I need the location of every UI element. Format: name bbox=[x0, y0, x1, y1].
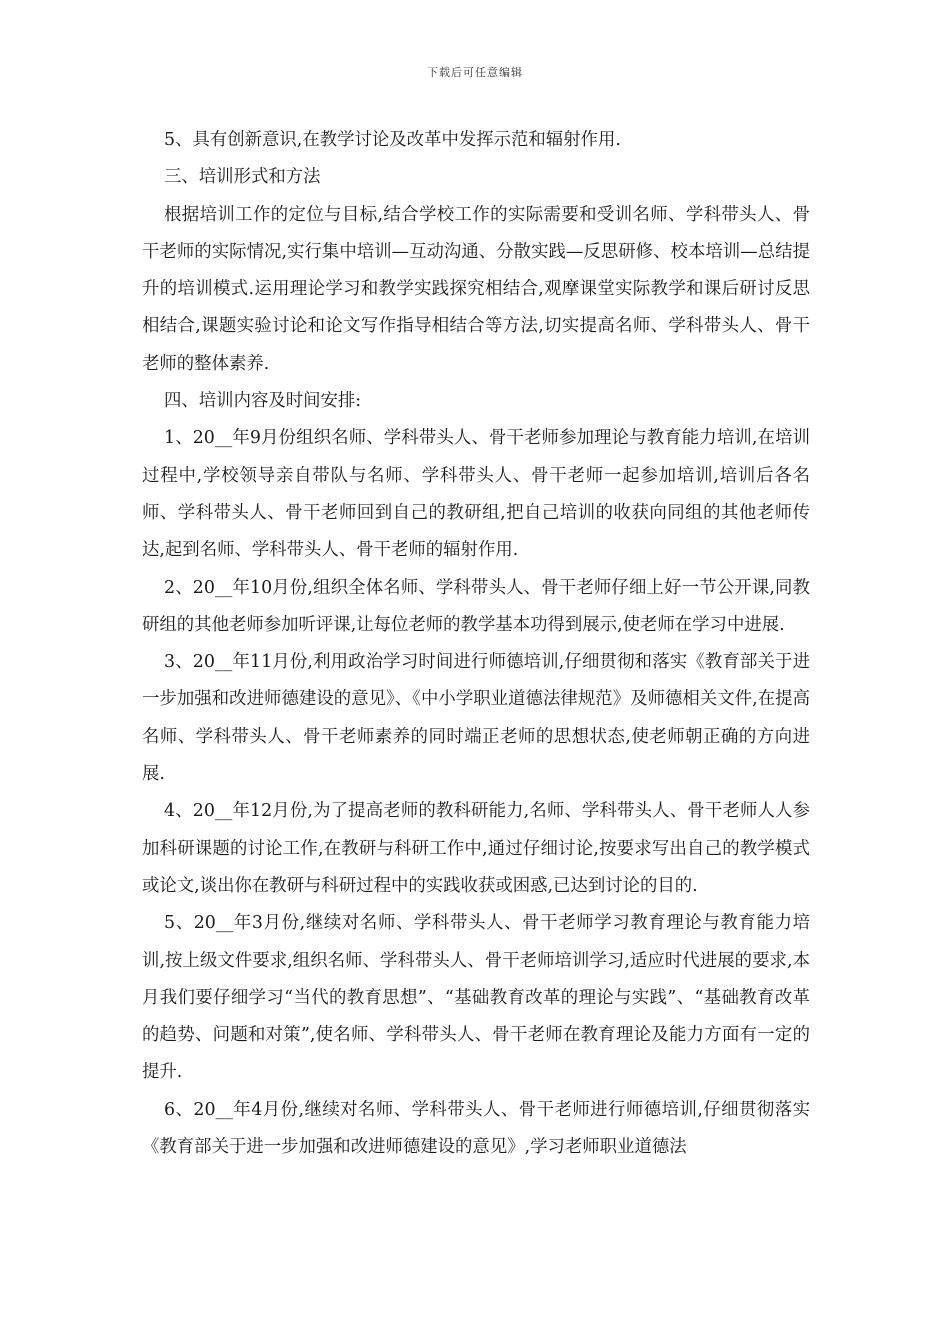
section-heading-training-format: 三、培训形式和方法 bbox=[164, 167, 321, 188]
schedule-item-november: 3、20__年11月份,利用政治学习时间进行师德培训,仔细贯彻和落实《教育部关于进一步加强和改进师德建设的意见》、《中小学职业道德法律规范》及师德相关文件,在提高名师、学科带头人、骨干老师素养的同时端正老师的思想状态,使老师朝正确的方向进展. bbox=[142, 652, 810, 785]
schedule-item-october: 2、20__年10月份,组织全体名师、学科带头人、骨干老师仔细上好一节公开课,同教研组的其他老师参加听评课,让每位老师的教学基本功得到展示,使老师在学习中进展. bbox=[142, 577, 810, 635]
paragraph-item-5: 5、具有创新意识,在教学讨论及改革中发挥示范和辐射作用. bbox=[164, 130, 621, 150]
schedule-item-april: 6、20__年4月份,继续对名师、学科带头人、骨干老师进行师德培训,仔细贯彻落实《教育部关于进一步加强和改进师德建设的意见》,学习老师职业道德法 bbox=[142, 1099, 810, 1158]
schedule-item-september: 1、20__年9月份组织名师、学科带头人、骨干老师参加理论与教育能力培训,在培训过程中,学校领导亲自带队与名师、学科带头人、骨干老师一起参加培训,培训后各名师、学科带头人、骨干老师回到自己的教研组,把自己培训的收获向同组的其他老师传达,起到名师、学科带头人、骨干老师的辐射作用. bbox=[142, 428, 810, 561]
document-body bbox=[142, 122, 810, 1166]
schedule-item-december: 4、20__年12月份,为了提高老师的教科研能力,名师、学科带头人、骨干老师人人参加科研课题的讨论工作,在教研与科研工作中,通过仔细讨论,按要求写出自己的教学模式或论文,谈出你在教研与科研过程中的实践收获或困惑,已达到讨论的目的. bbox=[142, 801, 810, 896]
section-heading-training-schedule: 四、培训内容及时间安排: bbox=[164, 391, 362, 412]
page-header: 下载后可任意编辑 bbox=[427, 66, 523, 79]
paragraph-training-method: 根据培训工作的定位与目标,结合学校工作的实际需要和受训名师、学科带头人、骨干老师的实际情况,实行集中培训—互动沟通、分散实践—反思研修、校本培训—总结提升的培训模式.运用理论学习和教学实践探究相结合,观摩课堂实际教学和课后研讨反思相结合,课题实验讨论和论文写作指导相结合等方法,切实提高名师、学科带头人、骨干老师的整体素养. bbox=[142, 204, 810, 374]
schedule-item-march: 5、20__年3月份,继续对名师、学科带头人、骨干老师学习教育理论与教育能力培训,按上级文件要求,组织名师、学科带头人、骨干老师培训学习,适应时代进展的要求,本月我们要仔细学习“当代的教育思想”、“基础教育改革的理论与实践”、“基础教育改革的趋势、问题和对策”,使名师、学科带头人、骨干老师在教育理论及能力方面有一定的提升. bbox=[142, 913, 810, 1083]
